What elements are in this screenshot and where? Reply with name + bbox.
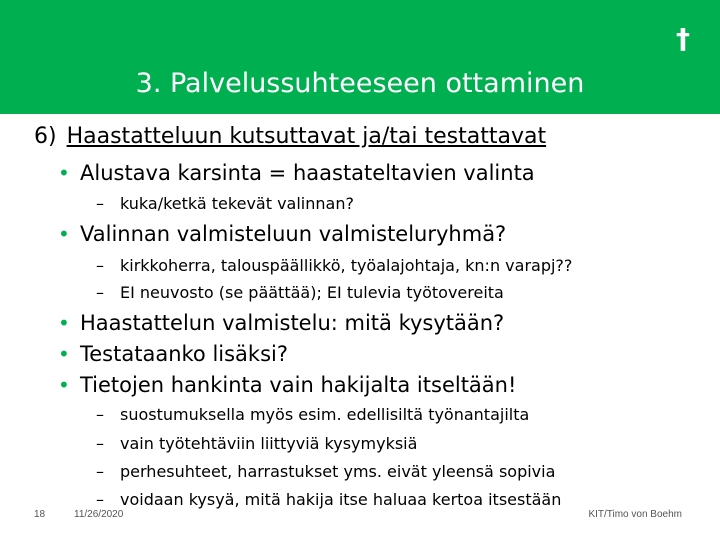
- cross-icon: †: [676, 22, 690, 55]
- sub-bullet-text: vain työtehtäviin liittyviä kysymyksiä: [120, 434, 418, 453]
- sub-bullet-item: [96, 462, 555, 481]
- sub-bullet-item: [96, 405, 529, 424]
- footer-date: 11/26/2020: [74, 509, 124, 520]
- sub-bullet-item: [96, 490, 561, 509]
- sub-bullet-text: kirkkoherra, talouspäällikkö, työalajohtaja, kn:n varapj??: [120, 256, 573, 275]
- bullet-item: [58, 161, 535, 185]
- bullet-text: Tietojen hankinta vain hakijalta itseltään!: [80, 373, 517, 397]
- bullet-dot-icon: •: [58, 161, 70, 185]
- bullet-text: Haastattelun valmistelu: mitä kysytään?: [80, 311, 505, 335]
- section-number: 6): [34, 124, 57, 149]
- bullet-item: [58, 373, 516, 397]
- section-heading: [34, 124, 546, 149]
- dash-icon: –: [96, 490, 104, 509]
- bullet-item: [58, 342, 288, 366]
- dash-icon: –: [96, 434, 104, 453]
- page-number: 18: [34, 509, 46, 520]
- dash-icon: –: [96, 194, 104, 213]
- title-banner: [0, 0, 720, 114]
- sub-bullet-text: EI neuvosto (se päättää); EI tulevia työtovereita: [120, 283, 504, 302]
- sub-bullet-item: [96, 434, 417, 453]
- sub-bullet-item: [96, 283, 504, 302]
- sub-bullet-item: [96, 194, 354, 213]
- sub-bullet-text: suostumuksella myös esim. edellisiltä työnantajilta: [120, 405, 530, 424]
- sub-bullet-text: kuka/ketkä tekevät valinnan?: [120, 194, 354, 213]
- section-heading-text: Haastatteluun kutsuttavat ja/tai testattavat: [66, 124, 547, 149]
- bullet-dot-icon: •: [58, 373, 70, 397]
- sub-bullet-item: [96, 256, 572, 275]
- sub-bullet-text: voidaan kysyä, mitä hakija itse haluaa kertoa itsestään: [120, 490, 562, 509]
- bullet-text: Alustava karsinta = haastateltavien valinta: [80, 161, 535, 185]
- bullet-dot-icon: •: [58, 342, 70, 366]
- dash-icon: –: [96, 283, 104, 302]
- bullet-text: Valinnan valmisteluun valmisteluryhmä?: [80, 222, 507, 246]
- bullet-dot-icon: •: [58, 311, 70, 335]
- dash-icon: –: [96, 405, 104, 424]
- dash-icon: –: [96, 256, 104, 275]
- sub-bullet-text: perhesuhteet, harrastukset yms. eivät yleensä sopivia: [120, 462, 556, 481]
- dash-icon: –: [96, 462, 104, 481]
- bullet-item: [58, 311, 504, 335]
- footer-author: KIT/Timo von Boehm: [588, 509, 682, 520]
- bullet-text: Testataanko lisäksi?: [80, 342, 289, 366]
- slide-title: 3. Palvelussuhteeseen ottaminen: [135, 68, 585, 99]
- bullet-item: [58, 222, 506, 246]
- bullet-dot-icon: •: [58, 222, 70, 246]
